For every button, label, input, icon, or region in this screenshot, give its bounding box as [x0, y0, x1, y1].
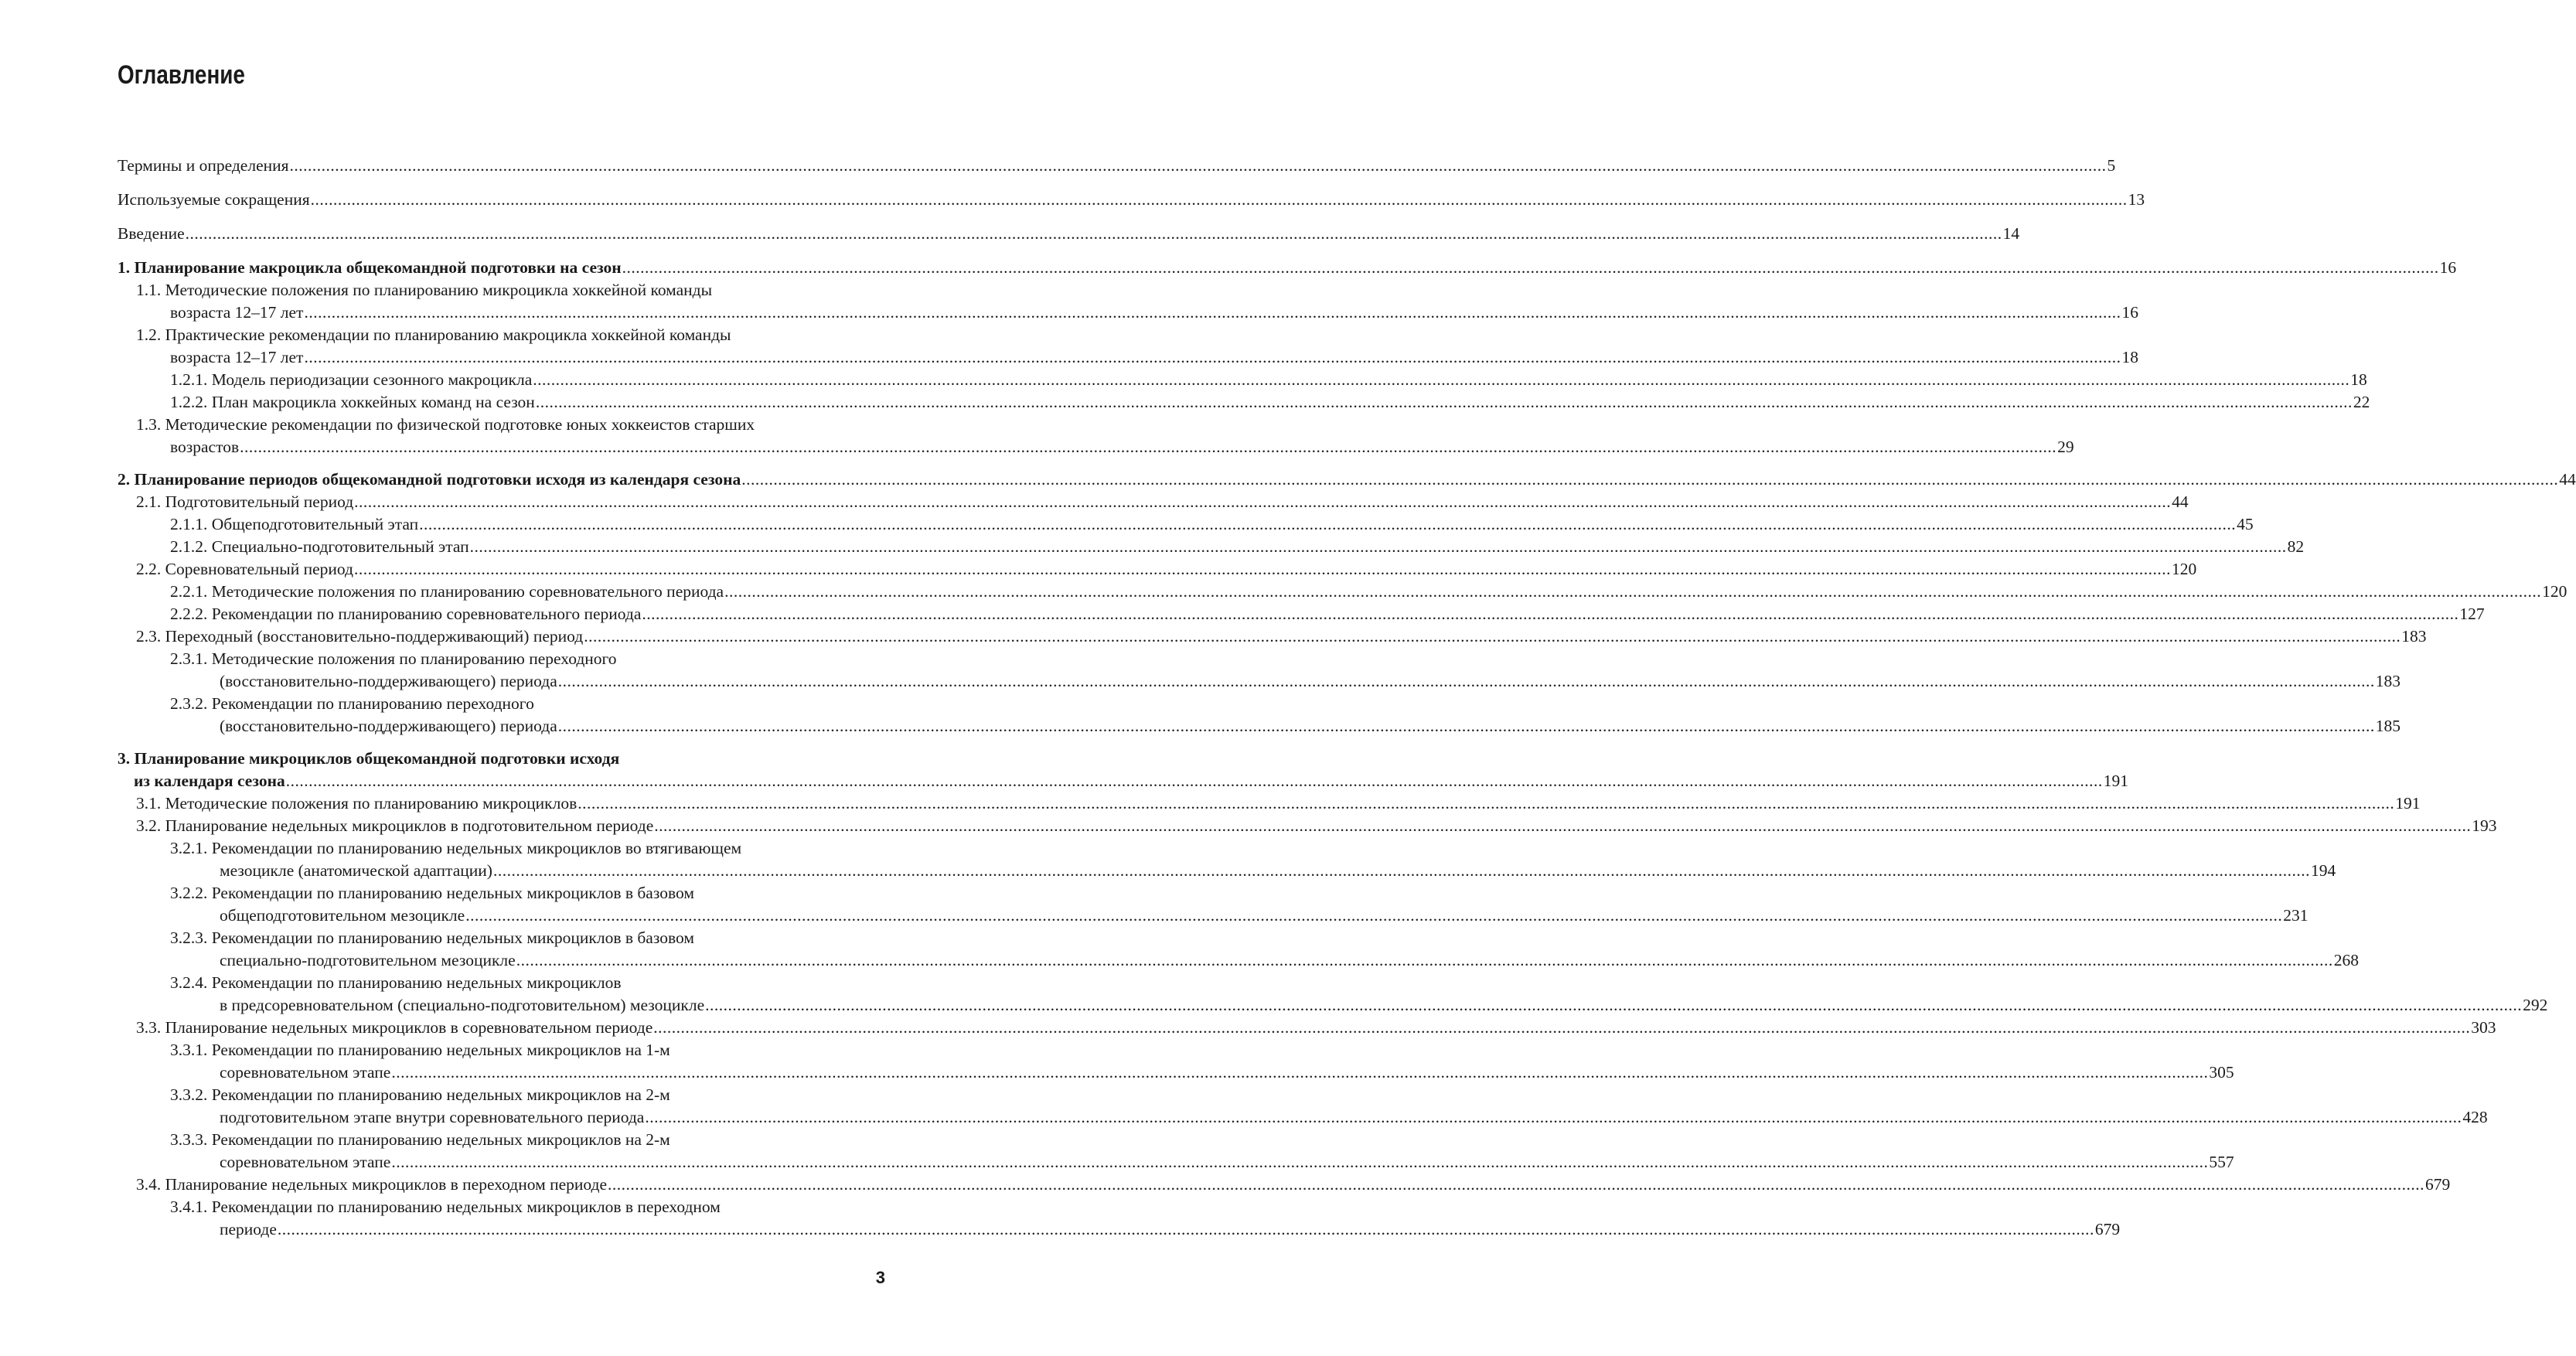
toc-page-number: 679 — [2424, 1175, 2451, 1194]
toc-entry[interactable] — [118, 257, 2457, 279]
dot-leader: ................................................................................................................................................................................................................................................................................................................................................................................................................ — [391, 1153, 2209, 1171]
toc-entry[interactable] — [118, 693, 2401, 738]
toc-entry-text: 1. Планирование макроцикла общекомандной подготовки на сезон — [118, 258, 622, 277]
toc-entry[interactable] — [118, 837, 2336, 882]
dot-leader: ................................................................................................................................................................................................................................................................................................................................................................................................................ — [465, 906, 2283, 925]
dot-leader: ................................................................................................................................................................................................................................................................................................................................................................................................................ — [289, 156, 2107, 175]
toc-entry-text: 2.2.2. Рекомендации по планированию соревновательного периода — [170, 605, 642, 623]
dot-leader: ................................................................................................................................................................................................................................................................................................................................................................................................................ — [277, 1220, 2094, 1238]
toc-entry-text: в предсоревновательном (специально-подготовительном) мезоцикле — [220, 996, 705, 1014]
dot-leader: ................................................................................................................................................................................................................................................................................................................................................................................................................ — [622, 258, 2439, 277]
toc-entry-text: 3.2. Планирование недельных микроциклов в подготовительном периоде — [136, 816, 654, 835]
toc-entry-text: из календаря сезона — [134, 772, 285, 790]
toc-page-number: 18 — [2121, 348, 2138, 366]
toc-page-number: 120 — [2542, 582, 2567, 601]
toc-entry-text: 2.1. Подготовительный период — [136, 492, 354, 511]
toc-entry-text: мезоцикле (анатомической адаптации) — [220, 861, 492, 880]
toc-entry-text: Введение — [118, 224, 185, 243]
toc-entry[interactable] — [118, 1129, 2234, 1174]
toc-page-number: 13 — [2128, 190, 2145, 209]
toc-page-number: 44 — [2559, 470, 2576, 489]
dot-leader: ................................................................................................................................................................................................................................................................................................................................................................................................................ — [705, 996, 2523, 1014]
toc-entry-text: 3. Планирование микроциклов общекомандной подготовки исходя — [118, 749, 620, 768]
page-number: 3 — [875, 1268, 885, 1287]
toc-entry-text: 3.3.3. Рекомендации по планированию недельных микроциклов на 2-м — [170, 1130, 670, 1149]
toc-entry[interactable] — [118, 927, 2359, 972]
dot-leader: ................................................................................................................................................................................................................................................................................................................................................................................................................ — [557, 717, 2375, 735]
toc-entry[interactable] — [118, 603, 2485, 625]
toc-entry[interactable] — [118, 972, 2548, 1017]
dot-leader: ................................................................................................................................................................................................................................................................................................................................................................................................................ — [535, 393, 2353, 411]
toc-entry[interactable] — [118, 882, 2309, 927]
toc-entry-text: подготовительном этапе внутри соревновательного периода — [220, 1108, 645, 1126]
toc-page-number: 183 — [2401, 627, 2427, 646]
toc-entry[interactable] — [118, 513, 2254, 536]
toc-entry[interactable] — [118, 1174, 2451, 1196]
toc-page-number: 45 — [2237, 515, 2254, 533]
toc-entry-text: 3.3. Планирование недельных микроциклов в соревновательном периоде — [136, 1018, 653, 1037]
toc-entry-text: 2.3.1. Методические положения по планированию переходного — [170, 649, 617, 668]
toc-entry-text: (восстановительно-поддерживающего) периода — [220, 672, 557, 690]
toc-entry-text: 1.1. Методические положения по планированию микроцикла хоккейной команды — [136, 281, 713, 299]
dot-leader: ................................................................................................................................................................................................................................................................................................................................................................................................................ — [724, 582, 2542, 601]
toc-page-number: 29 — [2057, 438, 2074, 456]
toc-entry-text: 1.2.1. Модель периодизации сезонного макроцикла — [170, 370, 533, 389]
toc-page-number: 194 — [2310, 861, 2336, 880]
toc-entry[interactable] — [118, 324, 2138, 369]
toc-entry-text: 3.2.3. Рекомендации по планированию недельных микроциклов в базовом — [170, 928, 694, 947]
dot-leader: ................................................................................................................................................................................................................................................................................................................................................................................................................ — [653, 1018, 2471, 1037]
dot-leader: ................................................................................................................................................................................................................................................................................................................................................................................................................ — [642, 605, 2459, 623]
dot-leader: ................................................................................................................................................................................................................................................................................................................................................................................................................ — [584, 627, 2401, 646]
dot-leader: ................................................................................................................................................................................................................................................................................................................................................................................................................ — [391, 1063, 2209, 1082]
dot-leader: ................................................................................................................................................................................................................................................................................................................................................................................................................ — [419, 515, 2237, 533]
dot-leader: ................................................................................................................................................................................................................................................................................................................................................................................................................ — [353, 560, 2171, 578]
toc-entry-text: 1.2.2. План макроцикла хоккейных команд на сезон — [170, 393, 535, 411]
toc-page-number: 305 — [2209, 1063, 2234, 1082]
toc-entry[interactable] — [118, 1196, 2121, 1241]
toc-page-number: 44 — [2172, 492, 2189, 511]
toc-entry-text: 2.1.2. Специально-подготовительный этап — [170, 537, 469, 556]
toc-entry[interactable] — [118, 491, 2189, 513]
toc-page-number: 292 — [2523, 996, 2548, 1014]
toc-page-number: 14 — [2002, 224, 2020, 243]
toc-entry[interactable] — [118, 391, 2370, 414]
toc-page-number: 120 — [2171, 560, 2197, 578]
toc-entry-text: 3.4. Планирование недельных микроциклов в переходном периоде — [136, 1175, 607, 1194]
dot-leader: ................................................................................................................................................................................................................................................................................................................................................................................................................ — [304, 303, 2121, 322]
dot-leader: ................................................................................................................................................................................................................................................................................................................................................................................................................ — [516, 951, 2333, 969]
toc-entry-text: (восстановительно-поддерживающего) периода — [220, 717, 557, 735]
dot-leader: ................................................................................................................................................................................................................................................................................................................................................................................................................ — [354, 492, 2172, 511]
toc-entry-text: соревновательном этапе — [220, 1063, 391, 1082]
toc-entry-text: 2.3. Переходный (восстановительно-поддерживающий) период — [136, 627, 584, 646]
toc-page-number: 5 — [2107, 156, 2116, 175]
toc-entry[interactable] — [118, 648, 2401, 693]
dot-leader: ................................................................................................................................................................................................................................................................................................................................................................................................................ — [285, 772, 2103, 790]
toc-page-number: 679 — [2094, 1220, 2121, 1238]
toc-entry[interactable] — [118, 155, 2116, 177]
toc-page-number: 183 — [2375, 672, 2401, 690]
table-of-contents — [118, 155, 2576, 1241]
toc-entry[interactable] — [118, 223, 2020, 245]
toc-entry[interactable] — [118, 1084, 2488, 1129]
toc-page-number: 16 — [2439, 258, 2457, 277]
toc-page-number: 185 — [2375, 717, 2401, 735]
dot-leader: ................................................................................................................................................................................................................................................................................................................................................................................................................ — [469, 537, 2287, 556]
toc-page-number: 231 — [2283, 906, 2309, 925]
toc-page-number: 193 — [2472, 816, 2497, 835]
toc-page-number: 82 — [2287, 537, 2305, 556]
toc-page-number: 557 — [2209, 1153, 2234, 1171]
dot-leader: ................................................................................................................................................................................................................................................................................................................................................................................................................ — [645, 1108, 2462, 1126]
toc-entry-text: периоде — [220, 1220, 277, 1238]
toc-entry[interactable] — [118, 748, 2128, 792]
dot-leader: ................................................................................................................................................................................................................................................................................................................................................................................................................ — [310, 190, 2128, 209]
dot-leader: ................................................................................................................................................................................................................................................................................................................................................................................................................ — [240, 438, 2057, 456]
toc-page-number: 191 — [2395, 794, 2421, 813]
dot-leader: ................................................................................................................................................................................................................................................................................................................................................................................................................ — [607, 1175, 2424, 1194]
toc-entry-text: возраста 12–17 лет — [170, 303, 304, 322]
toc-entry-text: 3.2.1. Рекомендации по планированию недельных микроциклов во втягивающем — [170, 839, 742, 857]
toc-entry[interactable] — [118, 581, 2567, 603]
toc-entry-text: 3.1. Методические положения по планированию микроциклов — [136, 794, 578, 813]
toc-entry[interactable] — [118, 536, 2305, 558]
toc-entry[interactable] — [118, 279, 2138, 324]
toc-page-number: 127 — [2459, 605, 2485, 623]
toc-entry-text: 2. Планирование периодов общекомандной подготовки исходя из календаря сезона — [118, 470, 741, 489]
toc-page-number: 303 — [2471, 1018, 2496, 1037]
toc-entry-text: 3.2.2. Рекомендации по планированию недельных микроциклов в базовом — [170, 884, 694, 902]
toc-entry-text: общеподготовительном мезоцикле — [220, 906, 465, 925]
dot-leader: ................................................................................................................................................................................................................................................................................................................................................................................................................ — [304, 348, 2121, 366]
page-title: Оглавление — [118, 60, 245, 90]
toc-entry-text: 1.3. Методические рекомендации по физической подготовке юных хоккеистов старших — [136, 415, 755, 434]
toc-page-number: 268 — [2333, 951, 2359, 969]
toc-entry-text: 2.3.2. Рекомендации по планированию переходного — [170, 694, 534, 713]
toc-entry[interactable] — [118, 1017, 2496, 1039]
toc-entry-text: Используемые сокращения — [118, 190, 310, 209]
toc-page-number: 18 — [2350, 370, 2367, 389]
toc-entry-text: 1.2. Практические рекомендации по планированию макроцикла хоккейной команды — [136, 325, 731, 344]
toc-page-number: 16 — [2121, 303, 2138, 322]
toc-entry[interactable] — [118, 558, 2197, 581]
dot-leader: ................................................................................................................................................................................................................................................................................................................................................................................................................ — [185, 224, 2002, 243]
toc-entry[interactable] — [118, 414, 2074, 458]
toc-page-number: 191 — [2103, 772, 2128, 790]
toc-entry[interactable] — [118, 189, 2145, 211]
dot-leader: ................................................................................................................................................................................................................................................................................................................................................................................................................ — [578, 794, 2395, 813]
toc-entry-text: 3.4.1. Рекомендации по планированию недельных микроциклов в переходном — [170, 1198, 721, 1216]
toc-entry-text: соревновательном этапе — [220, 1153, 391, 1171]
dot-leader: ................................................................................................................................................................................................................................................................................................................................................................................................................ — [533, 370, 2350, 389]
toc-entry-text: 2.1.1. Общеподготовительный этап — [170, 515, 419, 533]
toc-entry[interactable] — [118, 369, 2367, 391]
toc-entry[interactable] — [118, 468, 2576, 491]
toc-entry-text: 3.3.1. Рекомендации по планированию недельных микроциклов на 1-м — [170, 1041, 670, 1059]
toc-entry[interactable] — [118, 625, 2427, 648]
toc-entry-text: 2.2.1. Методические положения по планированию соревновательного периода — [170, 582, 724, 601]
dot-leader: ................................................................................................................................................................................................................................................................................................................................................................................................................ — [741, 470, 2559, 489]
toc-entry-text: 3.3.2. Рекомендации по планированию недельных микроциклов на 2-м — [170, 1085, 670, 1104]
toc-entry[interactable] — [118, 815, 2497, 837]
toc-entry-text: специально-подготовительном мезоцикле — [220, 951, 516, 969]
toc-page-number: 22 — [2353, 393, 2370, 411]
toc-entry-text: возраста 12–17 лет — [170, 348, 304, 366]
toc-entry-text: 3.2.4. Рекомендации по планированию недельных микроциклов — [170, 973, 622, 992]
toc-page-number: 428 — [2462, 1108, 2488, 1126]
toc-entry[interactable] — [118, 792, 2421, 815]
toc-entry[interactable] — [118, 1039, 2234, 1084]
dot-leader: ................................................................................................................................................................................................................................................................................................................................................................................................................ — [557, 672, 2375, 690]
toc-entry-text: Термины и определения — [118, 156, 289, 175]
toc-entry-text: возрастов — [170, 438, 240, 456]
toc-entry-text: 2.2. Соревновательный период — [136, 560, 353, 578]
dot-leader: ................................................................................................................................................................................................................................................................................................................................................................................................................ — [654, 816, 2472, 835]
dot-leader: ................................................................................................................................................................................................................................................................................................................................................................................................................ — [492, 861, 2310, 880]
